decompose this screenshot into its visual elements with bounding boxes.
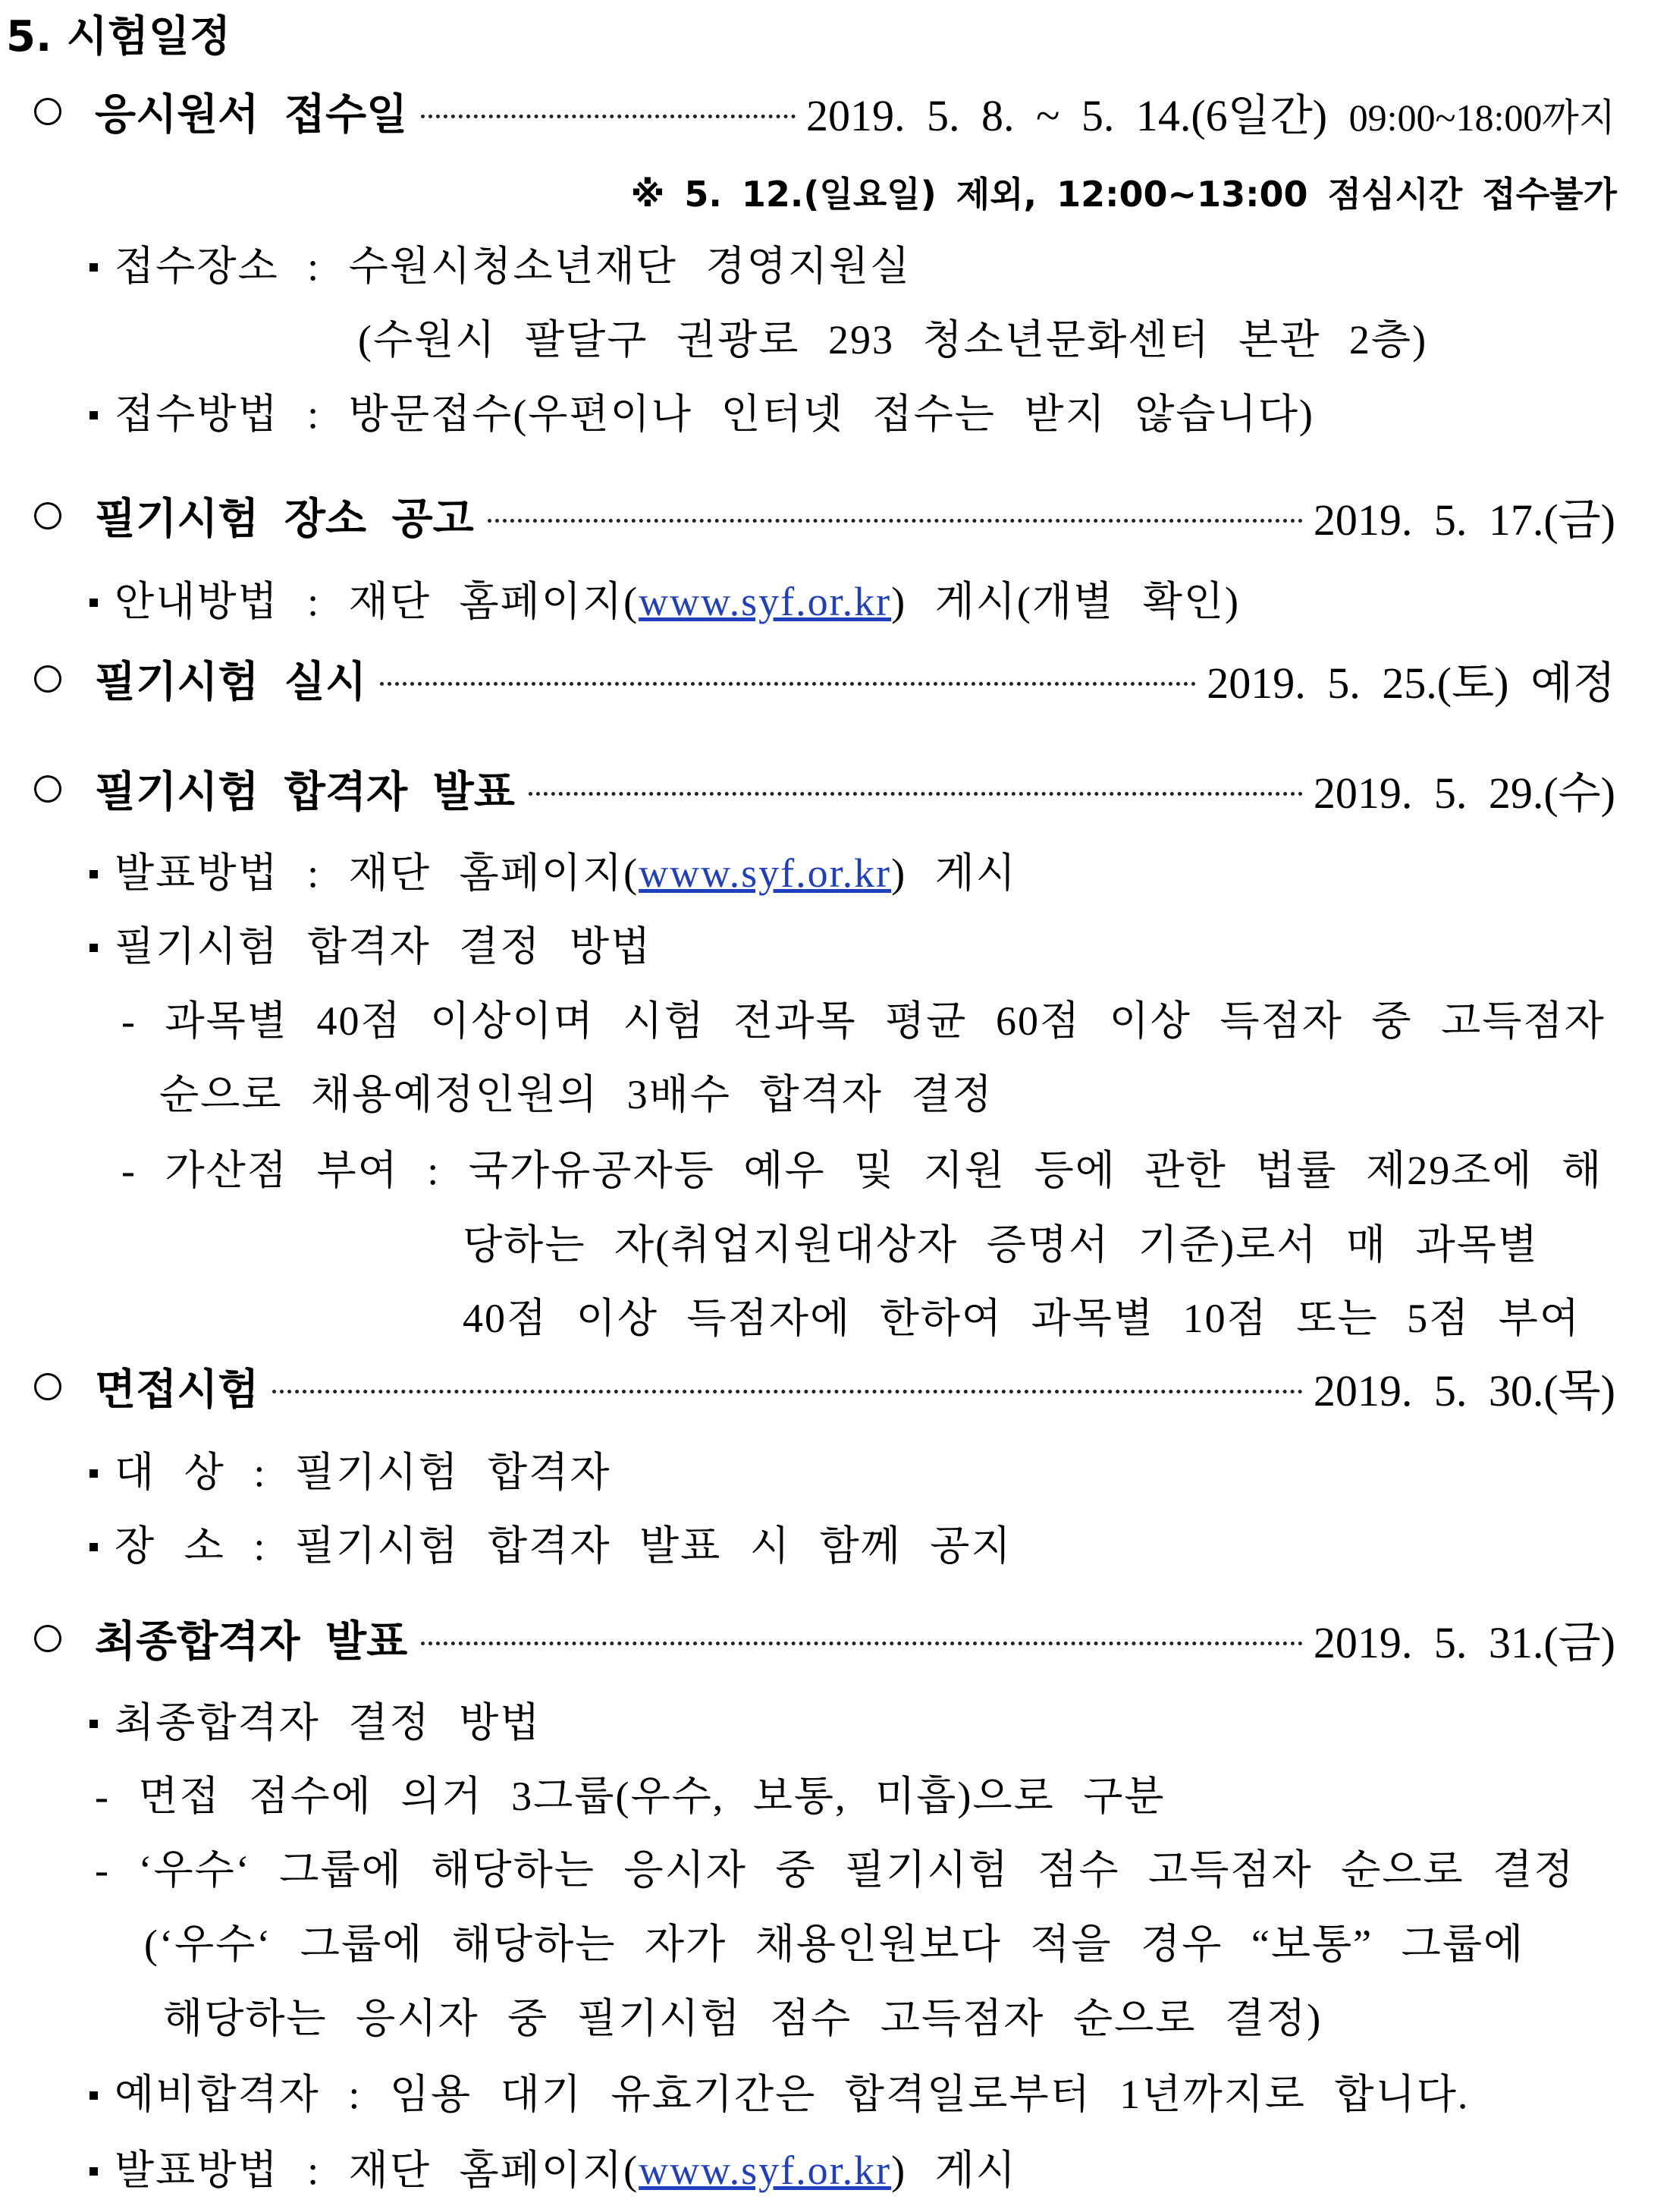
circle-bullet-icon	[34, 665, 61, 693]
schedule-item-written-exam	[34, 649, 1615, 709]
final-decision-line: - 면접 점수에 의거 3그룹(우수, 보통, 미흡)으로 구분	[95, 1774, 1166, 1819]
homepage-link[interactable]: www.syf.or.kr	[639, 850, 892, 896]
item-name: 최종합격자 발표	[95, 1617, 408, 1667]
item-date: 2019. 5. 29.(수)	[1313, 768, 1615, 818]
schedule-item-written-result	[34, 759, 1615, 819]
venue-guide: 안내방법 : 재단 홈페이지(www.syf.or.kr) 게시(개별 확인)	[89, 569, 1240, 627]
interview-place: 장 소 : 필기시험 합격자 발표 시 함께 공지	[89, 1513, 1012, 1572]
square-bullet-icon	[89, 2167, 98, 2176]
dot-leader	[529, 792, 1303, 796]
bonus-points-line: 40점 이상 득점자에 한하여 과목별 10점 또는 5점 부여	[463, 1296, 1581, 1341]
item-date: 2019. 5. 17.(금)	[1313, 495, 1615, 545]
reserve-passers: 예비합격자 : 임용 대기 유효기간은 합격일로부터 1년까지로 합니다.	[89, 2062, 1469, 2120]
schedule-item-venue-notice	[34, 485, 1615, 546]
bonus-points-line: 당하는 자(취업지원대상자 증명서 기준)로서 매 과목별	[463, 1222, 1540, 1268]
item-name: 필기시험 합격자 발표	[95, 768, 515, 817]
section-title: 5. 시험일정	[6, 12, 231, 61]
written-decision-line: 순으로 채용예정인원의 3배수 합격자 결정	[159, 1072, 994, 1117]
bonus-points-line: - 가산점 부여 : 국가유공자등 예우 및 지원 등에 관한 법률 제29조에 해	[121, 1148, 1603, 1193]
square-bullet-icon	[89, 944, 98, 952]
square-bullet-icon	[89, 599, 98, 607]
application-address: (수원시 팔달구 권광로 293 청소년문화센터 본관 2층)	[358, 317, 1428, 363]
final-result-announce: 발표방법 : 재단 홈페이지(www.syf.or.kr) 게시	[89, 2138, 1017, 2196]
item-name: 면접시험	[95, 1365, 259, 1415]
item-date: 2019. 5. 31.(금)	[1313, 1618, 1615, 1667]
circle-bullet-icon	[34, 775, 61, 803]
final-decision-line: (‘우수‘ 그룹에 해당하는 자가 채용인원보다 적을 경우 “보통” 그룹에	[144, 1921, 1525, 1967]
schedule-item-application	[34, 81, 1615, 142]
square-bullet-icon	[89, 1469, 98, 1478]
square-bullet-icon	[89, 263, 98, 272]
square-bullet-icon	[89, 1720, 98, 1728]
circle-bullet-icon	[34, 502, 61, 529]
application-method: 접수방법 : 방문접수(우편이나 인터넷 접수는 받지 않습니다)	[89, 382, 1314, 440]
item-date: 2019. 5. 25.(토) 예정	[1207, 658, 1615, 708]
item-name: 응시원서 접수일	[95, 90, 408, 140]
final-decision-line: 해당하는 응시자 중 필기시험 점수 고득점자 순으로 결정)	[163, 1996, 1323, 2041]
item-date: 2019. 5. 8. ~ 5. 14.(6일간) 09:00~18:00까지	[805, 91, 1615, 140]
dot-leader	[421, 115, 796, 118]
square-bullet-icon	[89, 1543, 98, 1551]
dot-leader	[421, 1642, 1303, 1645]
interview-target: 대 상 : 필기시험 합격자	[89, 1440, 611, 1498]
circle-bullet-icon	[34, 98, 61, 125]
item-name: 필기시험 장소 공고	[95, 495, 474, 544]
written-result-announce: 발표방법 : 재단 홈페이지(www.syf.or.kr) 게시	[89, 840, 1017, 899]
square-bullet-icon	[89, 2091, 98, 2100]
dot-leader	[380, 682, 1196, 686]
application-place: 접수장소 : 수원시청소년재단 경영지원실	[89, 234, 911, 292]
written-decision-line: - 과목별 40점 이상이며 시험 전과목 평균 60점 이상 득점자 중 고득점자	[121, 998, 1606, 1044]
dot-leader	[272, 1390, 1302, 1393]
homepage-link[interactable]: www.syf.or.kr	[639, 579, 892, 624]
schedule-item-interview	[34, 1356, 1615, 1417]
application-note: ※ 5. 12.(일요일) 제외, 12:00~13:00 점심시간 접수불가	[630, 174, 1617, 215]
item-date: 2019. 5. 30.(목)	[1313, 1366, 1615, 1415]
circle-bullet-icon	[34, 1373, 61, 1400]
dot-leader	[488, 519, 1303, 523]
final-decision-heading: 최종합격자 결정 방법	[89, 1690, 541, 1749]
square-bullet-icon	[89, 411, 98, 419]
circle-bullet-icon	[34, 1625, 61, 1652]
square-bullet-icon	[89, 870, 98, 878]
final-decision-line: - ‘우수‘ 그룹에 해당하는 응시자 중 필기시험 점수 고득점자 순으로 결정	[95, 1847, 1575, 1893]
item-name: 필기시험 실시	[95, 658, 367, 707]
written-decision-heading: 필기시험 합격자 결정 방법	[89, 914, 651, 972]
schedule-item-final-result	[34, 1608, 1615, 1669]
homepage-link[interactable]: www.syf.or.kr	[639, 2148, 892, 2193]
